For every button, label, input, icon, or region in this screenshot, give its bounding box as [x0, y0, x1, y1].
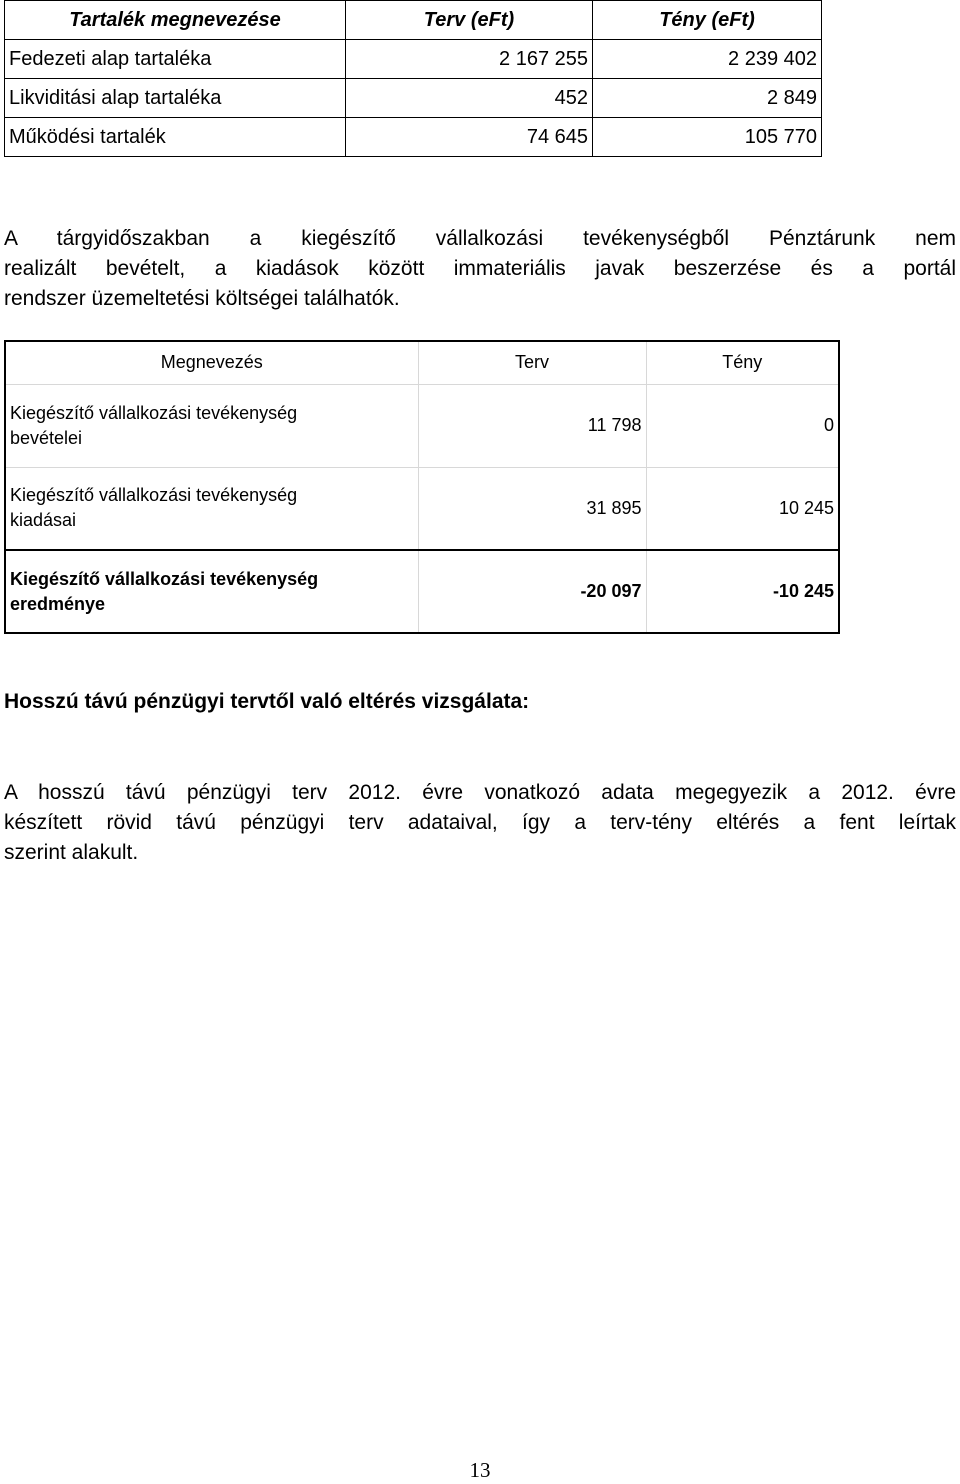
paragraph-line: készített rövid távú pénzügyi terv adataival, így a terv-tény eltérés a fent leírtak [4, 811, 956, 834]
section-heading: Hosszú távú pénzügyi tervtől való eltérés vizsgálata: [4, 690, 530, 713]
table-row [5, 118, 822, 157]
reserve-actual: 105 770 [593, 118, 822, 157]
row-actual: 10 245 [646, 467, 839, 550]
reserves-table [4, 0, 822, 157]
reserve-name: Likviditási alap tartaléka [5, 79, 346, 118]
table-row [5, 384, 839, 467]
table-row [5, 40, 822, 79]
row-label [5, 384, 418, 467]
paragraph-activity [4, 224, 956, 314]
paragraph-long-term [4, 778, 956, 868]
paragraph-line: realizált bevételt, a kiadások között immateriális javak beszerzése és a portál [4, 257, 956, 280]
reserve-plan: 452 [346, 79, 593, 118]
row-plan: 31 895 [418, 467, 646, 550]
paragraph-line: A tárgyidőszakban a kiegészítő vállalkozási tevékenységből Pénztárunk nem [4, 227, 956, 250]
row-actual: 0 [646, 384, 839, 467]
row-label-line1: Kiegészítő vállalkozási tevékenység [10, 485, 298, 506]
row-label-line2: eredménye [10, 593, 106, 614]
table-row [5, 467, 839, 550]
reserve-actual: 2 849 [593, 79, 822, 118]
column-header-plan: Terv (eFt) [346, 1, 593, 40]
column-header-actual: Tény (eFt) [593, 1, 822, 40]
activity-table [4, 340, 840, 634]
reserve-plan: 74 645 [346, 118, 593, 157]
column-header-actual: Tény [646, 341, 839, 384]
table-row [5, 79, 822, 118]
reserve-name: Fedezeti alap tartaléka [5, 40, 346, 79]
row-label-line1: Kiegészítő vállalkozási tevékenység [10, 568, 319, 589]
reserve-actual: 2 239 402 [593, 40, 822, 79]
row-label [5, 467, 418, 550]
table-header-row [5, 341, 839, 384]
row-label-line2: bevételei [10, 427, 83, 448]
column-header-name: Tartalék megnevezése [5, 1, 346, 40]
column-header-plan: Terv [418, 341, 646, 384]
row-plan: -20 097 [418, 550, 646, 633]
column-header-name: Megnevezés [5, 341, 418, 384]
table-header-row [5, 1, 822, 40]
paragraph-line: A hosszú távú pénzügyi terv 2012. évre vonatkozó adata megegyezik a 2012. évre [4, 781, 956, 804]
row-plan: 11 798 [418, 384, 646, 467]
paragraph-line: rendszer üzemeltetési költségei találhatók. [4, 287, 400, 310]
row-label-line2: kiadásai [10, 510, 77, 531]
row-label [5, 550, 418, 633]
reserve-plan: 2 167 255 [346, 40, 593, 79]
reserve-name: Működési tartalék [5, 118, 346, 157]
row-actual: -10 245 [772, 581, 834, 601]
paragraph-line: szerint alakult. [4, 841, 139, 864]
table-row-total [5, 550, 839, 633]
row-label-line1: Kiegészítő vállalkozási tevékenység [10, 402, 298, 423]
page-number: 13 [469, 1458, 491, 1482]
